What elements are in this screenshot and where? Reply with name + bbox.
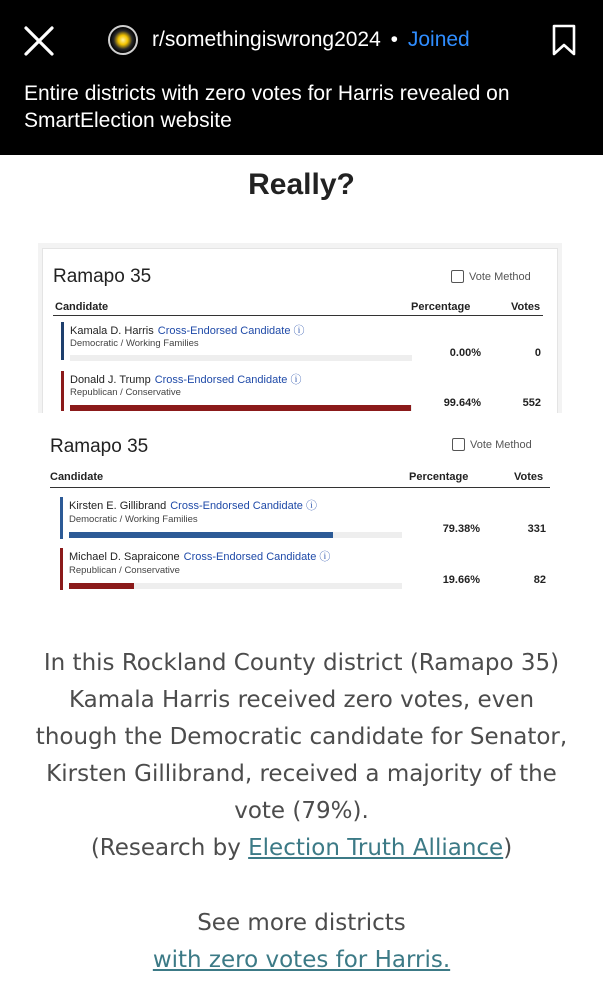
see-more-section bbox=[0, 905, 603, 979]
explanation-paragraph bbox=[30, 645, 573, 867]
senate-results-card bbox=[40, 420, 564, 600]
party-stripe bbox=[60, 548, 63, 590]
research-prefix: (Research by bbox=[90, 835, 249, 861]
party-stripe bbox=[60, 497, 63, 539]
candidate-votes: 331 bbox=[527, 523, 546, 535]
vote-bar bbox=[70, 355, 412, 361]
candidate-percentage: 79.38% bbox=[442, 523, 480, 535]
name-text: Michael D. Sapraicone bbox=[69, 551, 180, 563]
bookmark-icon[interactable] bbox=[552, 24, 576, 56]
candidate-name bbox=[69, 548, 330, 564]
candidate-percentage: 99.64% bbox=[443, 397, 481, 409]
col-votes: Votes bbox=[511, 301, 541, 313]
joined-button[interactable]: Joined bbox=[407, 28, 470, 51]
paragraph-text: In this Rockland County district (Ramapo 35) Kamala Harris received zero votes, even though the Democratic candidate for Senator, Kirsten Gillibrand, received a majority of the vote (79%). bbox=[35, 650, 568, 824]
col-candidate: Candidate bbox=[55, 301, 109, 313]
vote-bar-fill bbox=[69, 583, 134, 589]
candidate-name bbox=[70, 322, 305, 338]
candidate-row bbox=[60, 548, 550, 592]
candidate-row bbox=[61, 322, 546, 362]
candidate-name bbox=[70, 371, 301, 387]
candidate-party: Democratic / Working Families bbox=[70, 338, 199, 349]
endorsement-link[interactable]: Cross-Endorsed Candidate ⓘ bbox=[170, 500, 317, 512]
separator-dot: • bbox=[390, 28, 398, 51]
vote-bar bbox=[69, 583, 402, 589]
candidate-party: Republican / Conservative bbox=[69, 565, 180, 576]
candidate-percentage: 19.66% bbox=[442, 574, 480, 586]
candidate-votes: 0 bbox=[534, 347, 541, 359]
candidate-row bbox=[60, 497, 550, 539]
party-stripe bbox=[61, 371, 64, 411]
col-candidate: Candidate bbox=[50, 471, 104, 483]
subreddit-avatar[interactable] bbox=[108, 25, 138, 55]
candidate-percentage: 0.00% bbox=[449, 347, 481, 359]
vote-method-toggle[interactable] bbox=[452, 438, 532, 451]
header-divider bbox=[50, 487, 550, 488]
vote-bar bbox=[69, 532, 402, 538]
candidate-row bbox=[61, 371, 546, 413]
col-votes: Votes bbox=[514, 471, 544, 483]
research-link[interactable]: Election Truth Alliance bbox=[248, 835, 504, 861]
vote-method-label: Vote Method bbox=[469, 270, 531, 283]
president-results-card bbox=[38, 243, 562, 413]
see-more-text: See more districts bbox=[197, 910, 406, 936]
candidate-party: Democratic / Working Families bbox=[69, 514, 198, 525]
checkbox-icon[interactable] bbox=[452, 438, 465, 451]
district-name: Ramapo 35 bbox=[50, 436, 149, 457]
candidate-votes: 82 bbox=[533, 574, 546, 586]
subreddit-row bbox=[152, 28, 470, 52]
vote-bar-fill bbox=[69, 532, 333, 538]
vote-method-toggle[interactable] bbox=[451, 270, 531, 283]
col-percentage: Percentage bbox=[409, 471, 469, 483]
name-text: Donald J. Trump bbox=[70, 374, 151, 386]
endorsement-link[interactable]: Cross-Endorsed Candidate ⓘ bbox=[183, 551, 331, 563]
post-header bbox=[0, 0, 603, 155]
vote-bar bbox=[70, 405, 412, 411]
endorsement-link[interactable]: Cross-Endorsed Candidate ⓘ bbox=[154, 374, 302, 386]
research-suffix: ) bbox=[503, 835, 513, 861]
endorsement-link[interactable]: Cross-Endorsed Candidate ⓘ bbox=[157, 325, 305, 337]
header-divider bbox=[53, 315, 543, 316]
see-more-link[interactable]: with zero votes for Harris. bbox=[152, 947, 451, 973]
candidate-votes: 552 bbox=[522, 397, 541, 409]
col-percentage: Percentage bbox=[411, 301, 471, 313]
close-icon[interactable] bbox=[22, 24, 56, 58]
post-title: Entire districts with zero votes for Harris revealed on SmartElection website bbox=[24, 82, 510, 132]
name-text: Kirsten E. Gillibrand bbox=[69, 500, 167, 512]
district-name: Ramapo 35 bbox=[53, 266, 152, 287]
checkbox-icon[interactable] bbox=[451, 270, 464, 283]
name-text: Kamala D. Harris bbox=[70, 325, 154, 337]
vote-bar-fill bbox=[70, 405, 411, 411]
subreddit-name[interactable]: r/somethingiswrong2024 bbox=[152, 28, 381, 51]
party-stripe bbox=[61, 322, 64, 360]
vote-method-label: Vote Method bbox=[470, 438, 532, 451]
candidate-name bbox=[69, 497, 317, 513]
candidate-party: Republican / Conservative bbox=[70, 387, 181, 398]
image-heading: Really? bbox=[248, 168, 355, 201]
